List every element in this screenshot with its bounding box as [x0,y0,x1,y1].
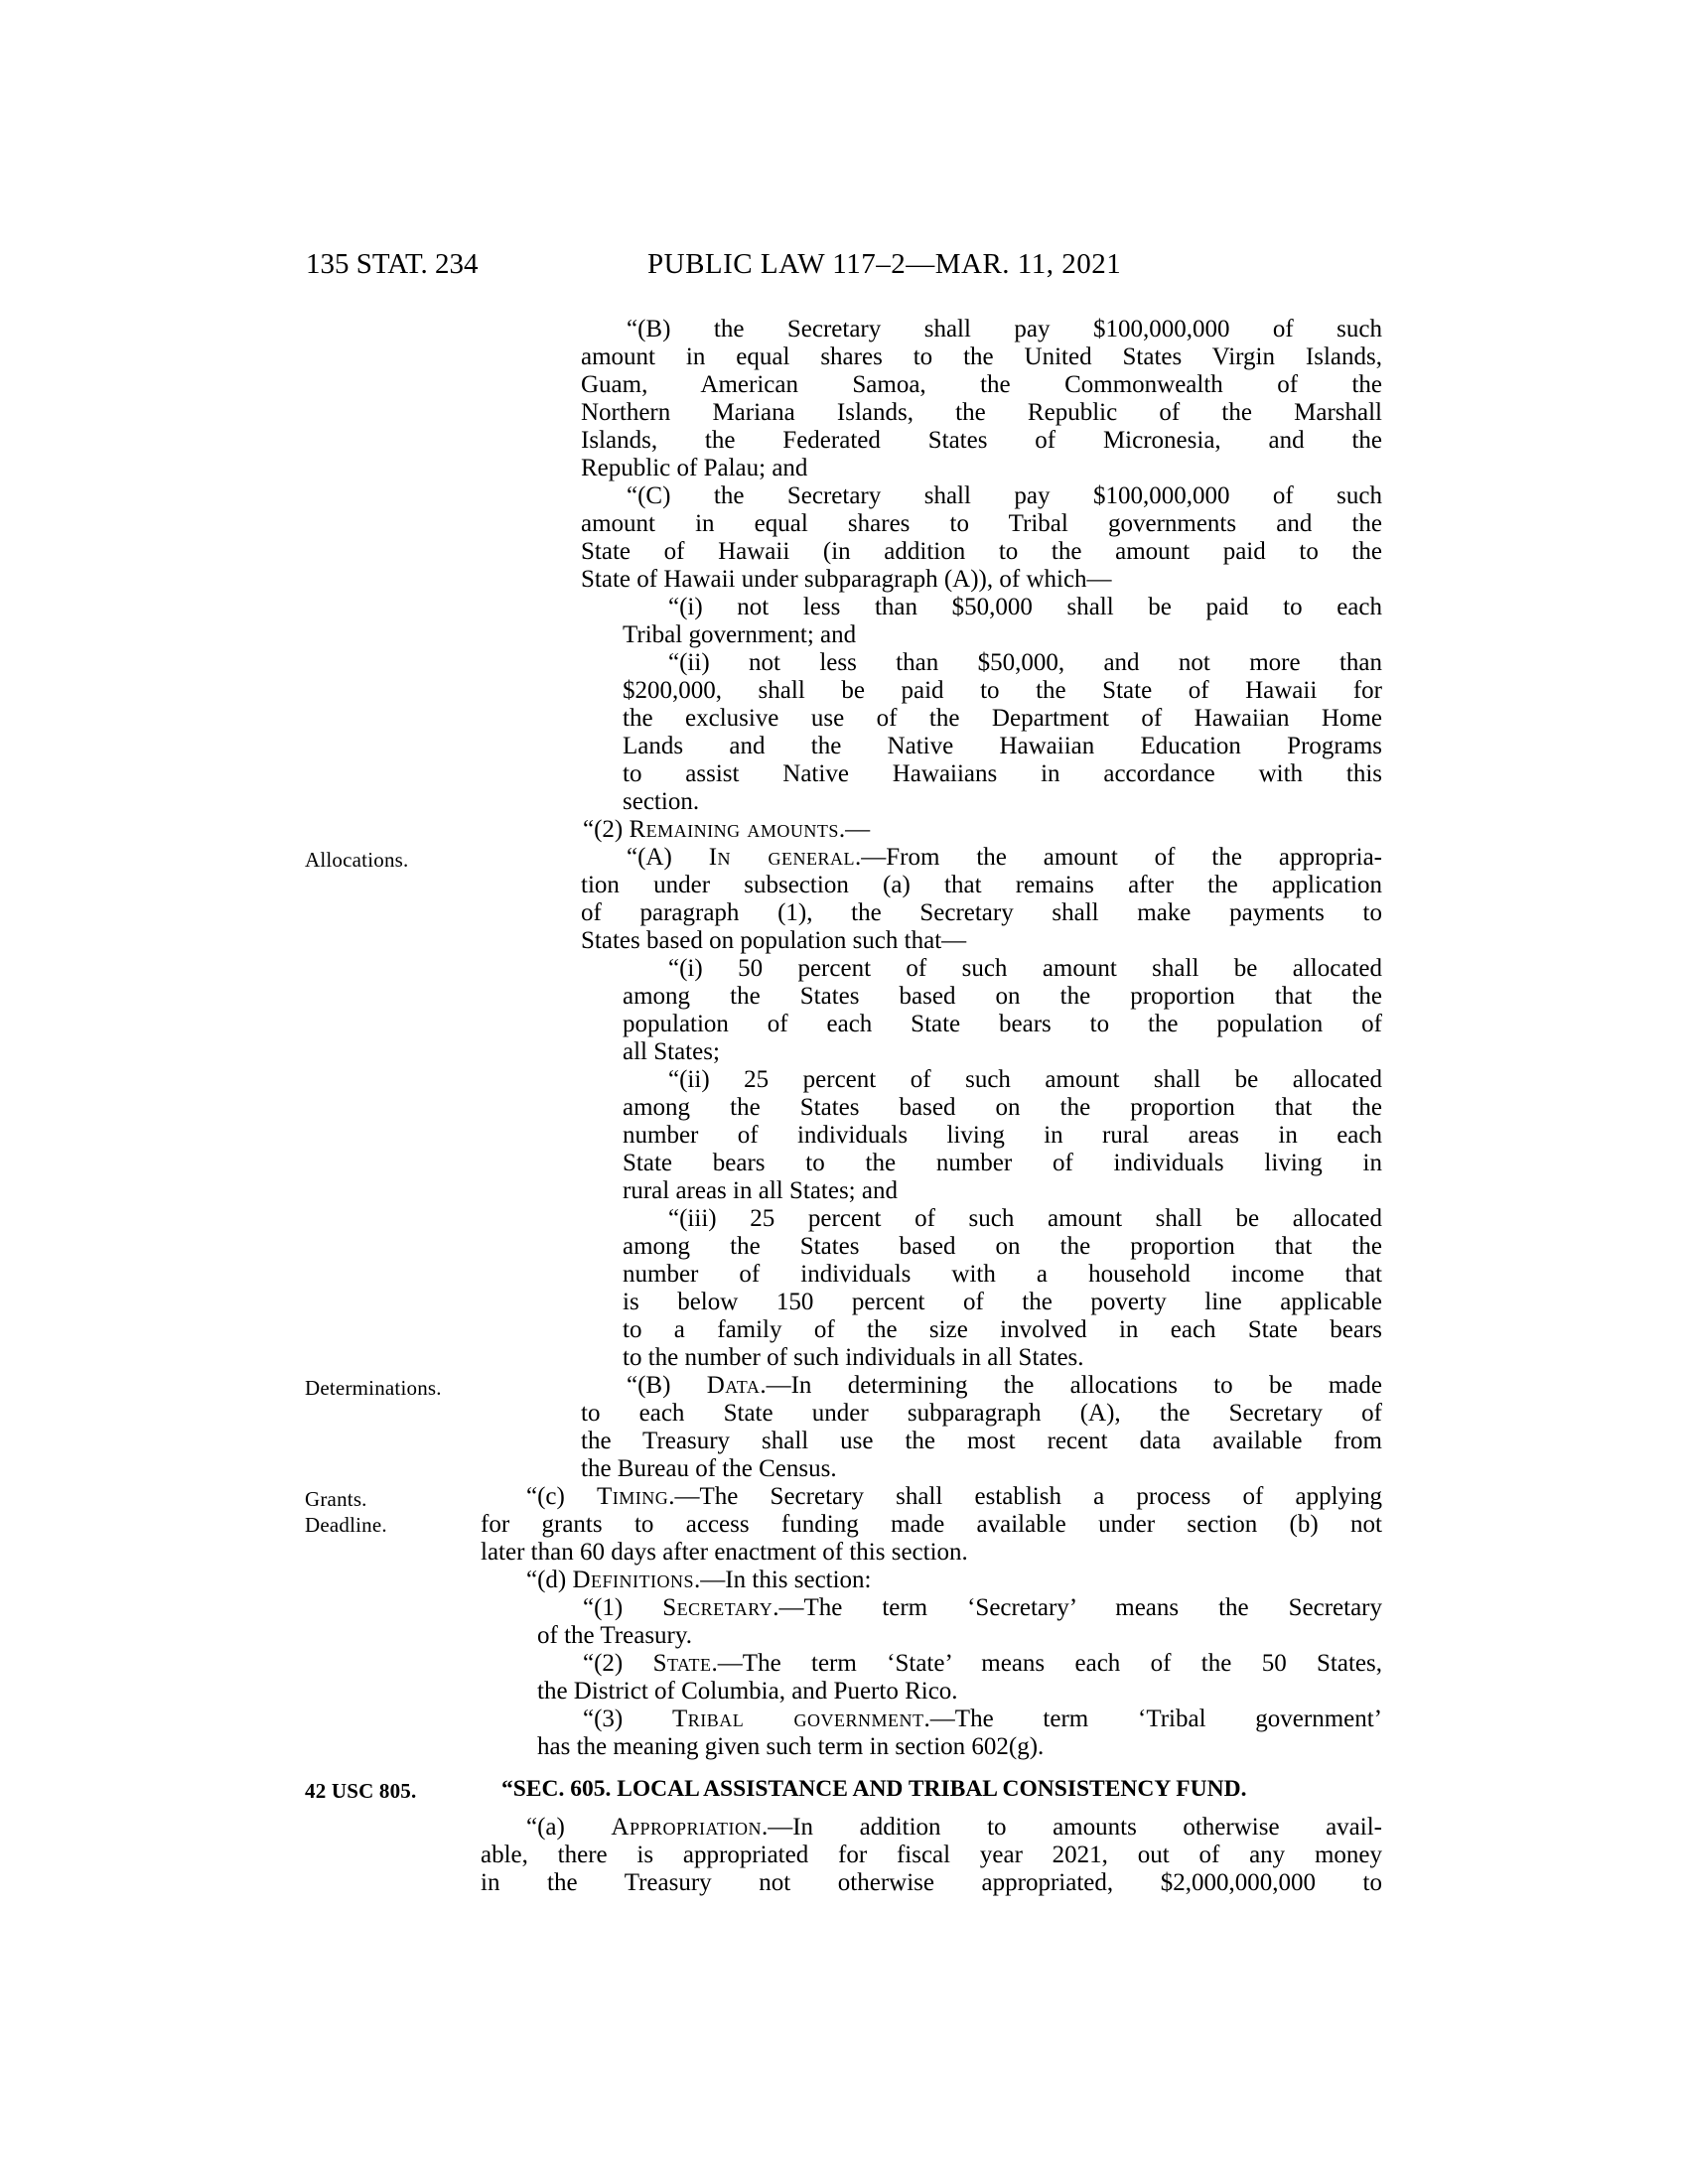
statute-line: the District of Columbia, and Puerto Rico. [537,1678,958,1705]
statute-paragraph [623,1205,1382,1372]
statute-line: State bears to the number of individuals living in [623,1150,1382,1176]
margin-note: Allocations. [305,848,409,872]
statute-line: “(ii) not less than $50,000, and not more than [668,649,1382,676]
statute-line: rural areas in all States; and [623,1177,898,1204]
statute-line: to the number of such individuals in all States. [623,1344,1084,1371]
statute-line: of paragraph (1), the Secretary shall make payments to [581,899,1382,926]
statute-line: has the meaning given such term in section 602(g). [537,1733,1045,1760]
statute-line: in the Treasury not otherwise appropriated, $2,000,000,000 to [481,1869,1382,1896]
statute-line: Guam, American Samoa, the Commonwealth of the [581,371,1382,398]
statute-paragraph [305,1483,1383,1567]
section-heading [305,1775,1382,1803]
statute-paragraph [537,1650,1382,1706]
statute-line: Republic of Palau; and [581,455,808,481]
statute-line: “(c) Timing.—The Secretary shall establish a process of applying [526,1483,1383,1510]
statute-paragraph [481,1814,1382,1897]
statute-line: amount in equal shares to the United States Virgin Islands, [581,343,1382,370]
statute-line: Islands, the Federated States of Micronesia, and the [581,427,1382,454]
page-number-stat-label: 135 STAT. 234 [306,248,479,280]
statute-line: of the Treasury. [537,1622,693,1649]
statute-line: to a family of the size involved in each State bears [623,1316,1382,1343]
statute-line: number of individuals living in rural areas in each [623,1122,1382,1149]
statute-line: able, there is appropriated for fiscal year 2021, out of any money [481,1842,1382,1868]
statute-line: Northern Mariana Islands, the Republic of the Marshall [581,399,1382,426]
statute-line: the Bureau of the Census. [581,1455,837,1482]
statute-line: among the States based on the proportion that the [623,1094,1382,1121]
statute-line: “(3) Tribal government.—The term ‘Tribal government’ [583,1706,1383,1732]
statute-paragraph [305,844,1383,955]
statute-line: all States; [623,1038,720,1065]
statute-line: the exclusive use of the Department of Hawaiian Home [623,705,1382,732]
statute-line: State of Hawaii (in addition to the amount paid to the [581,538,1382,565]
statute-line: the Treasury shall use the most recent data available from [581,1428,1382,1454]
statute-line: “(A) In general.—From the amount of the appropria- [627,844,1383,871]
statute-line: tion under subsection (a) that remains after the application [581,872,1382,898]
statute-line: among the States based on the proportion that the [623,1233,1382,1260]
statute-line: section. [623,788,700,815]
margin-note: Determinations. [305,1376,442,1400]
statute-line: “(i) 50 percent of such amount shall be allocated [668,955,1382,982]
statute-line: for grants to access funding made available under section (b) not [481,1511,1382,1538]
statute-line: Lands and the Native Hawaiian Education Programs [623,733,1382,759]
statute-line: “(B) the Secretary shall pay $100,000,000 of such [627,316,1382,342]
statute-line: Tribal government; and [623,621,857,648]
statute-line: “(1) Secretary.—The term ‘Secretary’ means the Secretary [583,1594,1383,1621]
statute-line: “(iii) 25 percent of such amount shall be allocated [668,1205,1382,1232]
statute-paragraph [623,594,1382,649]
statute-paragraph [581,316,1382,482]
statute-paragraph [305,1372,1382,1483]
statute-line: “(a) Appropriation.—In addition to amounts otherwise avail- [526,1814,1382,1841]
statute-text-column [305,316,1383,1897]
statute-paragraph [623,1066,1382,1205]
statute-paragraph [537,1706,1382,1761]
statute-paragraph [623,649,1382,816]
running-head-law-title: PUBLIC LAW 117–2—MAR. 11, 2021 [647,248,1122,280]
margin-note: 42 USC 805. [305,1779,417,1803]
statute-line: “(B) Data.—In determining the allocations to be made [627,1372,1382,1399]
margin-note: Grants. Deadline. [305,1487,387,1537]
statute-line: “(2) State.—The term ‘State’ means each of the 50 States, [583,1650,1382,1677]
statute-line: States based on population such that— [581,927,967,954]
statute-line: amount in equal shares to Tribal governments and the [581,510,1382,537]
statute-line: State of Hawaii under subparagraph (A)), of which— [581,566,1112,593]
statute-line: population of each State bears to the population of [623,1011,1382,1037]
statute-line: “(C) the Secretary shall pay $100,000,000 of such [627,482,1382,509]
statute-line: later than 60 days after enactment of this section. [481,1539,968,1566]
statute-line: to assist Native Hawaiians in accordance with this [623,760,1382,787]
statute-line: “SEC. 605. LOCAL ASSISTANCE AND TRIBAL CONSISTENCY FUND. [501,1776,1247,1802]
statute-line: “(i) not less than $50,000 shall be paid to each [668,594,1382,620]
statute-paragraph [537,1594,1382,1650]
statute-line: to each State under subparagraph (A), the Secretary of [581,1400,1382,1427]
statute-paragraph [581,482,1382,594]
statute-line: number of individuals with a household income that [623,1261,1382,1288]
statute-line: “(2) Remaining amounts.— [583,816,871,843]
statute-paragraph [481,1567,1382,1594]
statute-line: among the States based on the proportion that the [623,983,1382,1010]
statute-line: “(ii) 25 percent of such amount shall be allocated [668,1066,1382,1093]
statute-paragraph [537,816,1382,844]
statute-paragraph [623,955,1382,1066]
statute-line: “(d) Definitions.—In this section: [526,1567,872,1593]
statute-line: $200,000, shall be paid to the State of Hawaii for [623,677,1382,704]
statute-line: is below 150 percent of the poverty line applicable [623,1289,1382,1315]
